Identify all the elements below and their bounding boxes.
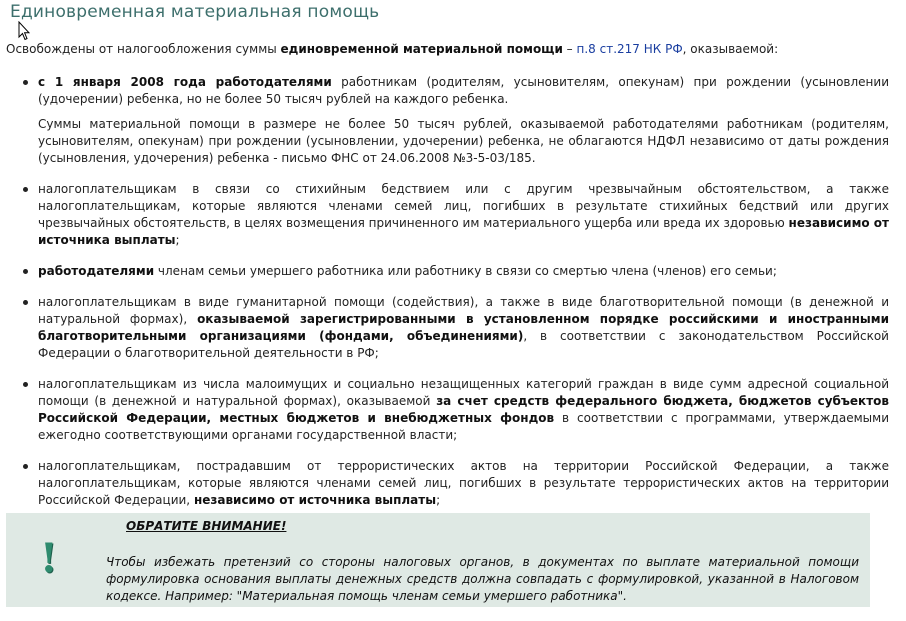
bullet-icon [23, 80, 28, 85]
list-item [38, 376, 889, 444]
intro-prefix: Освобождены от налогообложения суммы [6, 42, 281, 56]
list-item [38, 294, 889, 362]
tax-code-link[interactable]: п.8 ст.217 НК РФ [576, 42, 683, 56]
exclamation-icon: ! [40, 535, 58, 582]
item-bold-text: независимо от источника выплаты [38, 216, 890, 247]
note-title: ОБРАТИТЕ ВНИМАНИЕ! [126, 519, 287, 533]
attention-note-box [6, 513, 870, 607]
bullet-icon [23, 464, 28, 469]
item-bold-text: оказываемой зарегистрированными в установленном порядке российскими и иностранными благотворительными организациями (фондами, объединениями) [38, 312, 889, 343]
list-item [38, 181, 889, 249]
item-text: налогоплательщикам в виде гуманитарной помощи (содействия), а также в виде благотворительной помощи (в денежной и натуральной формах), [38, 295, 889, 326]
intro-bold: единовременной материальной помощи [280, 42, 563, 56]
item-text: налогоплательщикам, пострадавшим от террористических актов на территории Российской Федерации, а также налогоплательщикам, которые являются членами семей лиц, погибших в результате террористических актов на территории Российской Федерации, [38, 459, 889, 507]
item-bold-text: независимо от источника выплаты [193, 493, 437, 507]
note-body: Чтобы избежать претензий со стороны налоговых органов, в документах по выплате материальной помощи формулировка основания выплаты денежных средств должна совпадать с формулировкой, указанной в Налоговом кодексе. Например: "Материальная помощь членам семьи умершего работника". [106, 555, 859, 603]
intro-suffix: , оказываемой: [682, 42, 779, 56]
item-subparagraph: Суммы материальной помощи в размере не более 50 тысяч рублей, оказываемой работодателями работникам (родителям, усыновителям, опекунам) при рождении (усыновлении, удочерении) ребенка, не облагаются НДФЛ независимо от даты рождения (усыновления, удочерения) ребенка - письмо ФНС от 24.06.2008 №3-5-03/185. [38, 117, 889, 165]
item-bold-text: с 1 января 2008 года работодателями [38, 75, 332, 89]
item-text: членам семьи умершего работника или работнику в связи со смертью члена (членов) его семьи; [154, 264, 777, 278]
mouse-cursor-icon [18, 21, 30, 41]
exemptions-list-container [0, 74, 906, 523]
item-text: налогоплательщикам в связи со стихийным бедствием или с другим чрезвычайным обстоятельством, а также налогоплательщикам, которые являются членами семей лиц, погибших в результате стихийных бедствий или других чрезвычайных обстоятельств, в целях возмещения причиненного им материального ущерба или вреда их здоровью [38, 182, 889, 230]
item-text: работникам (родителям, усыновителям, опекунам) при рождении (усыновлении (удочерении) ребенка, но не более 50 тысяч рублей на каждого ребенка. [38, 75, 889, 106]
exemptions-list [0, 74, 906, 509]
item-text-end: ; [175, 233, 180, 247]
list-item [38, 458, 889, 509]
item-bold-text: за счет средств федерального бюджета, бюджетов субъектов Российской Федерации, местных бюджетов и внебюджетных фондов [38, 394, 889, 425]
item-text-end: ; [436, 493, 441, 507]
bullet-icon [23, 269, 28, 274]
list-item [38, 74, 889, 167]
bullet-icon [23, 300, 28, 305]
item-text: налогоплательщикам из числа малоимущих и социально незащищенных категорий граждан в виде сумм адресной социальной помощи (в денежной и натуральной формах), оказываемой [38, 377, 889, 408]
bullet-icon [23, 382, 28, 387]
bullet-icon [23, 187, 28, 192]
item-bold-text: работодателями [38, 264, 155, 278]
page-title: Единовременная материальная помощь [10, 2, 380, 22]
item-text-end: в соответствии с программами, утверждаемыми ежегодно соответствующими органами государственной власти; [38, 411, 889, 442]
intro-dash: – [562, 42, 577, 56]
intro-paragraph [6, 41, 896, 57]
list-item [38, 263, 889, 280]
item-text-end: , в соответствии с законодательством Российской Федерации о благотворительной деятельности в РФ; [38, 329, 889, 360]
